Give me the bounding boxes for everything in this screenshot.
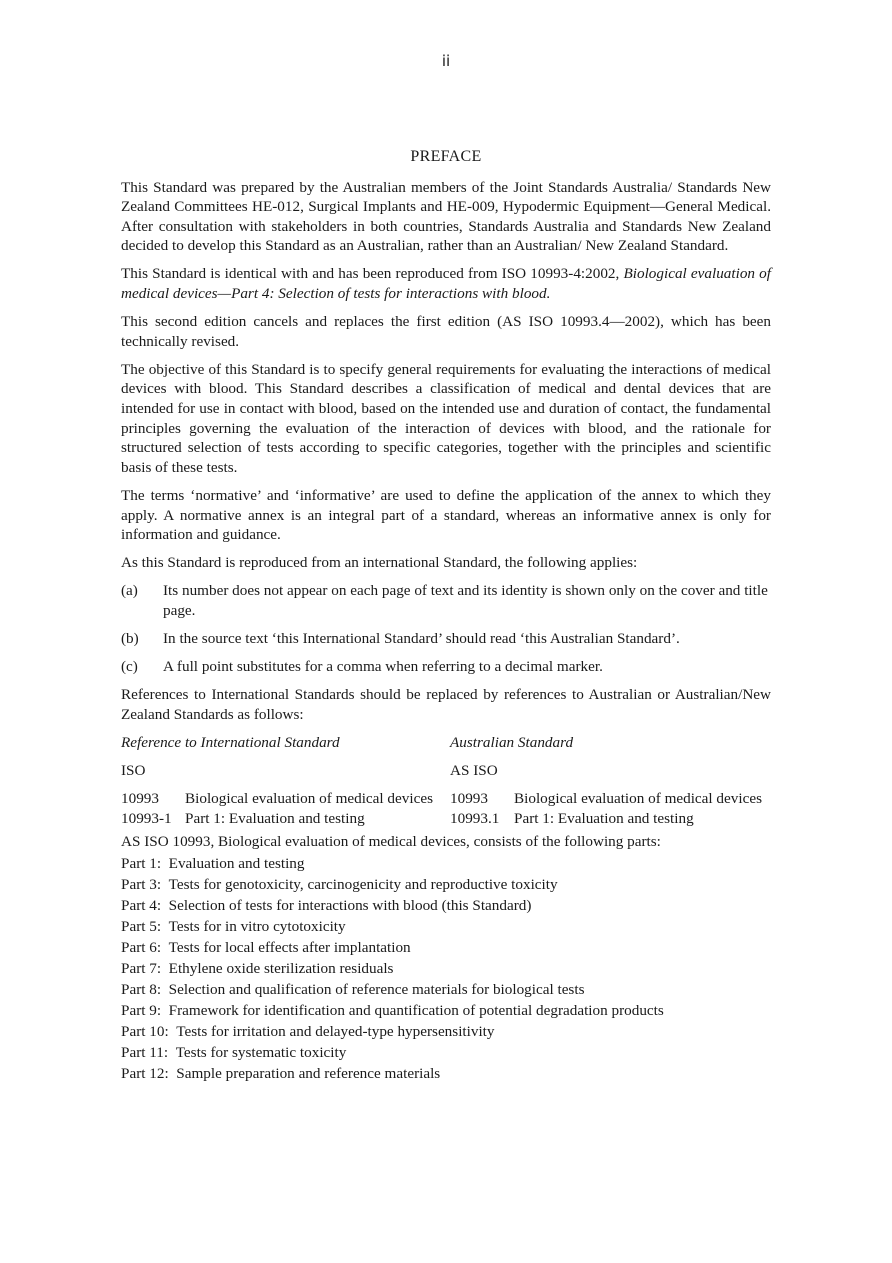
part-label: Part 9: [121, 1002, 169, 1020]
list-text: A full point substitutes for a comma when referring to a decimal marker. [163, 658, 603, 676]
part-title: Evaluation and testing [168, 855, 305, 873]
list-marker: (c) [121, 658, 138, 676]
reference-number: 10993.1 [450, 809, 500, 827]
part-label: Part 5: [121, 918, 169, 936]
paragraph-normative-informative: The terms ‘normative’ and ‘informative’ are used to define the application of the annex to which they apply. A normative annex is an integral part of a standard, whereas an informative annex is only for information and guidance. [121, 486, 771, 544]
list-marker: (b) [121, 629, 139, 647]
reference-row [450, 809, 771, 829]
part-label: Part 4: [121, 897, 169, 915]
part-item [121, 958, 771, 979]
paragraph-references: References to International Standards should be replaced by references to Australian or Australian/New Zealand Standards as follows: [121, 686, 771, 723]
part-label: Part 3: [121, 876, 169, 894]
reference-description: Part 1: Evaluation and testing [514, 809, 694, 827]
part-title: Sample preparation and reference materials [176, 1065, 441, 1083]
preface-content [121, 147, 771, 1084]
reference-description: Biological evaluation of medical devices [185, 790, 433, 808]
part-item [121, 1063, 771, 1084]
reference-subheader-as-iso: AS ISO [450, 761, 498, 779]
reference-column-international [121, 733, 450, 828]
reference-number: 10993-1 [121, 809, 172, 827]
list-item [121, 629, 771, 649]
paragraph-objective: The objective of this Standard is to specify general requirements for evaluating the interactions of medical devices with blood. This Standard describes a classification of medical and dental devices that are intended for use in contact with blood, based on the intended use and duration of contact, the fundamental principles governing the evaluation of the interaction of devices with blood, and the rationale for structured selection of tests according to specific categories, together with the principles and scientific basis of these tests. [121, 360, 771, 476]
paragraph-parts-intro: AS ISO 10993, Biological evaluation of medical devices, consists of the following parts: [121, 833, 661, 851]
part-label: Part 10: [121, 1023, 177, 1041]
reference-description: Part 1: Evaluation and testing [185, 809, 365, 827]
part-title: Tests for irritation and delayed-type hypersensitivity [176, 1023, 495, 1041]
list-marker: (a) [121, 582, 138, 600]
reference-row [450, 789, 771, 809]
part-title: Tests for systematic toxicity [175, 1044, 347, 1062]
part-item [121, 874, 771, 895]
paragraph-second-edition: This second edition cancels and replaces the first edition (AS ISO 10993.4—2002), which has been technically revised. [121, 313, 771, 350]
reference-number: 10993 [450, 790, 488, 808]
part-label: Part 7: [121, 960, 169, 978]
part-item [121, 1042, 771, 1063]
part-title: Tests for local effects after implantation [168, 939, 411, 957]
reference-header-australian: Australian Standard [450, 733, 574, 751]
part-title: Tests for genotoxicity, carcinogenicity and reproductive toxicity [168, 876, 558, 894]
part-label: Part 12: [121, 1065, 177, 1083]
paragraph-identical-text: This Standard is identical with and has been reproduced from ISO 10993-4:2002, [121, 265, 624, 283]
reference-header-international: Reference to International Standard [121, 733, 340, 751]
paragraph-prepared-by: This Standard was prepared by the Australian members of the Joint Standards Australia/ Standards New Zealand Committees HE-012, Surgical Implants and HE-009, Hypodermic Equipment—General Medical. After consultation with stakeholders in both countries, Standards Australia and Standards New Zealand decided to develop this Standard as an Australian, rather than an Australian/ New Zealand Standard. [121, 178, 771, 255]
part-item [121, 1021, 771, 1042]
part-label: Part 8: [121, 981, 169, 999]
part-title: Ethylene oxide sterilization residuals [168, 960, 394, 978]
list-text: Its number does not appear on each page of text and its identity is shown only on the cover and title page. [163, 582, 768, 619]
part-title: Tests for in vitro cytotoxicity [168, 918, 346, 936]
list-item [121, 581, 771, 620]
part-label: Part 6: [121, 939, 169, 957]
paragraph-applies: As this Standard is reproduced from an international Standard, the following applies: [121, 554, 638, 572]
part-title: Selection of tests for interactions with blood (this Standard) [168, 897, 532, 915]
parts-list [121, 853, 771, 1084]
part-title: Selection and qualification of reference materials for biological tests [168, 981, 585, 999]
reference-row [121, 789, 450, 809]
reference-number: 10993 [121, 790, 159, 808]
list-item [121, 657, 771, 677]
list-text: In the source text ‘this International Standard’ should read ‘this Australian Standard’. [163, 629, 680, 647]
source-standard-title: Biological evaluation of medical devices—Part 4: Selection of tests for interactions with blood. [121, 265, 771, 303]
part-label: Part 1: [121, 855, 169, 873]
part-title: Framework for identification and quantification of potential degradation products [168, 1002, 664, 1020]
part-item [121, 853, 771, 874]
part-item [121, 937, 771, 958]
reference-subheader-iso: ISO [121, 761, 146, 779]
part-item [121, 1000, 771, 1021]
page-number: ii [441, 52, 451, 70]
part-item [121, 979, 771, 1000]
part-item [121, 916, 771, 937]
page-title: PREFACE [410, 148, 482, 165]
part-label: Part 11: [121, 1044, 176, 1062]
reference-table [121, 733, 771, 828]
part-item [121, 895, 771, 916]
paragraph-identical-with [121, 264, 771, 303]
reference-row [121, 809, 450, 829]
reference-column-australian [450, 733, 771, 828]
reference-description: Biological evaluation of medical devices [514, 790, 762, 808]
